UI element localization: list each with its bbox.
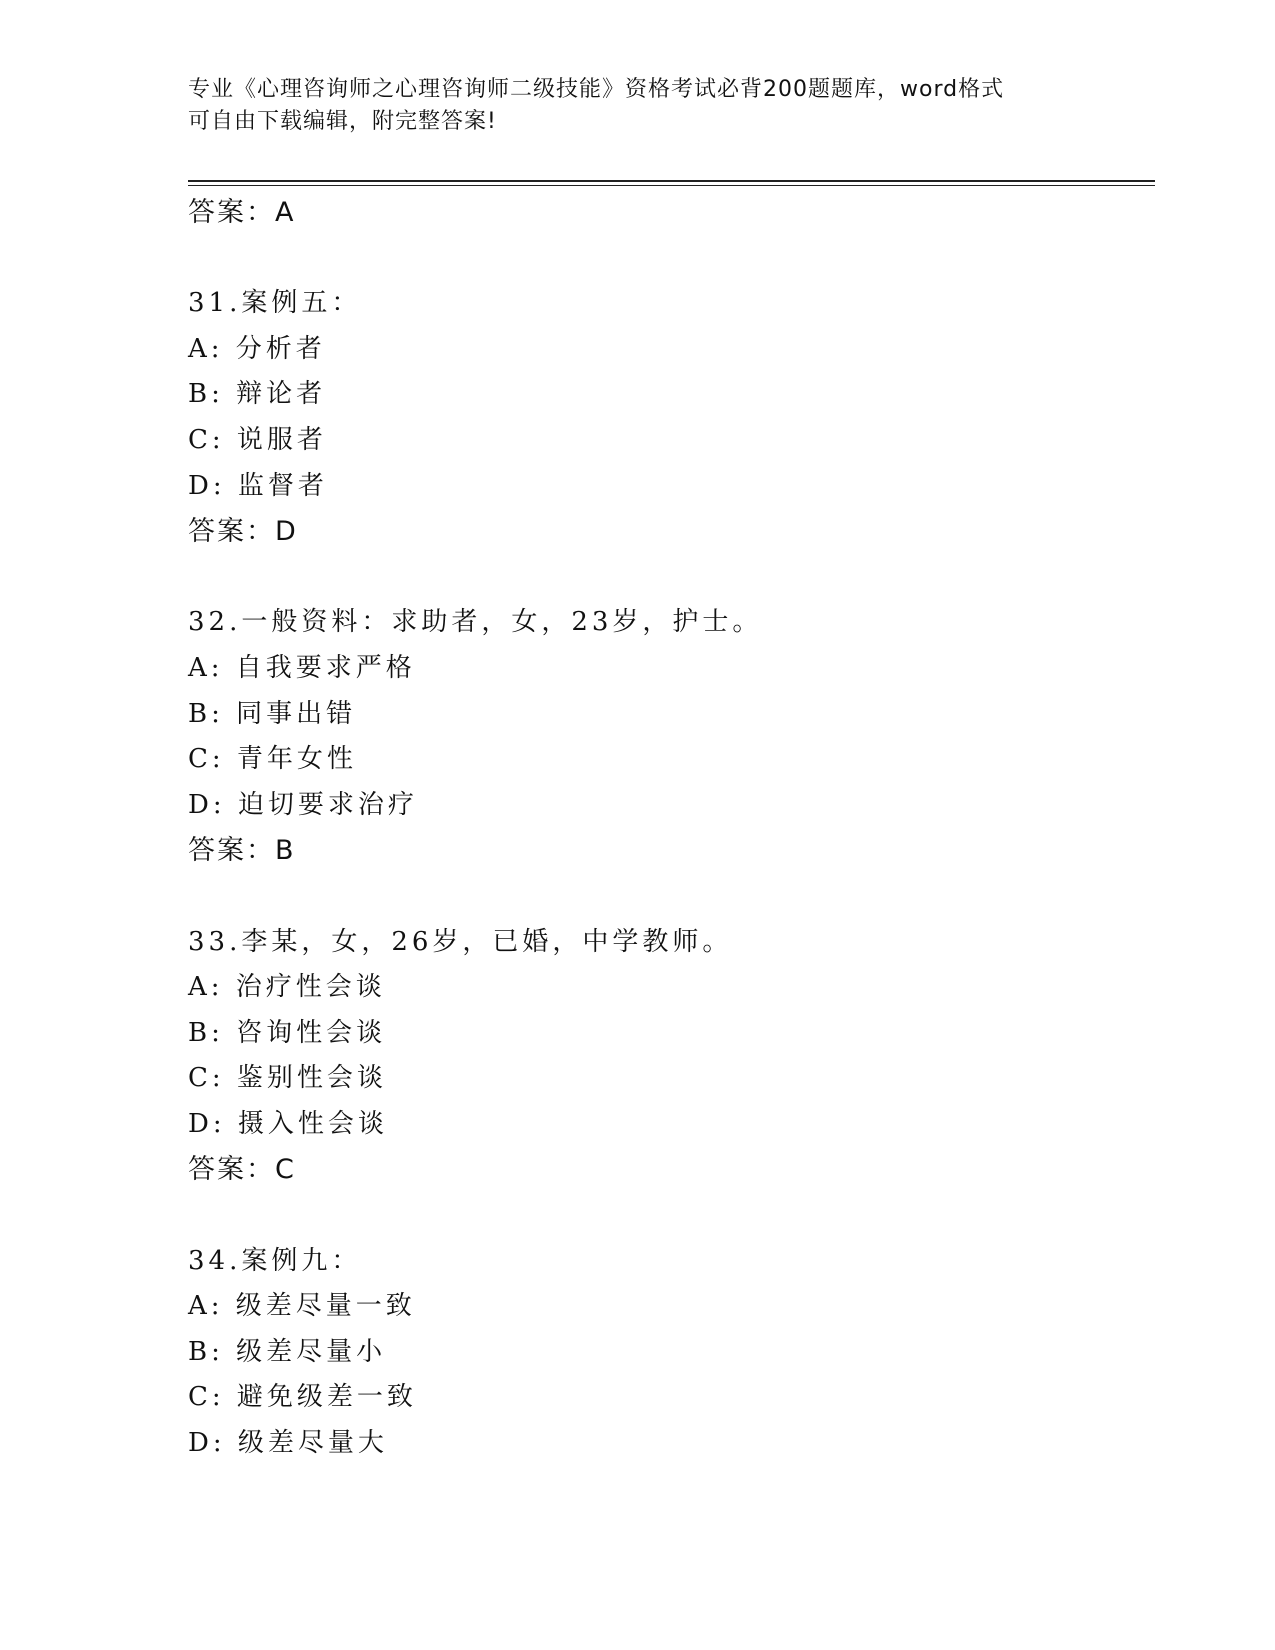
question-33 (188, 920, 1148, 1194)
option-b: B: 级差尽量小 (188, 1336, 387, 1367)
header-divider-thin (188, 185, 1155, 186)
question-list (188, 190, 1148, 1467)
header-line-2: 可自由下载编辑，附完整答案! (188, 109, 497, 134)
option-d: D: 级差尽量大 (188, 1428, 388, 1459)
option-b: B: 同事出错 (188, 698, 357, 729)
answer-line: 答案：D (188, 516, 298, 548)
option-d: D: 迫切要求治疗 (188, 789, 418, 820)
question-31 (188, 281, 1148, 555)
answer-line: 答案：B (188, 835, 296, 867)
question-title: 34.案例九： (188, 1245, 362, 1276)
spacer (188, 874, 1148, 920)
option-d: D: 监督者 (188, 470, 328, 501)
option-c: C: 青年女性 (188, 744, 357, 775)
option-a: A: 级差尽量一致 (188, 1291, 416, 1322)
question-32 (188, 600, 1148, 874)
question-title: 33.李某，女，26岁，已婚，中学教师。 (188, 926, 733, 957)
spacer (188, 1193, 1148, 1239)
option-b: B: 辩论者 (188, 379, 327, 410)
option-a: A: 分析者 (188, 333, 326, 364)
option-c: C: 鉴别性会谈 (188, 1063, 387, 1094)
document-header (188, 74, 1068, 138)
question-title: 31.案例五： (188, 288, 362, 319)
option-c: C: 避免级差一致 (188, 1382, 417, 1413)
option-c: C: 说服者 (188, 424, 327, 455)
option-a: A: 治疗性会谈 (188, 972, 386, 1003)
previous-answer: 答案：A (188, 197, 296, 228)
header-line-1: 专业《心理咨询师之心理咨询师二级技能》资格考试必背200题题库，word格式 (188, 77, 1005, 102)
spacer (188, 555, 1148, 601)
answer-line: 答案：C (188, 1154, 296, 1186)
question-title: 32.一般资料：求助者，女，23岁，护士。 (188, 607, 763, 638)
option-b: B: 咨询性会谈 (188, 1017, 387, 1048)
header-divider-thick (188, 180, 1155, 182)
spacer (188, 236, 1148, 282)
question-34 (188, 1239, 1148, 1467)
option-d: D: 摄入性会谈 (188, 1108, 388, 1139)
option-a: A: 自我要求严格 (188, 652, 416, 683)
